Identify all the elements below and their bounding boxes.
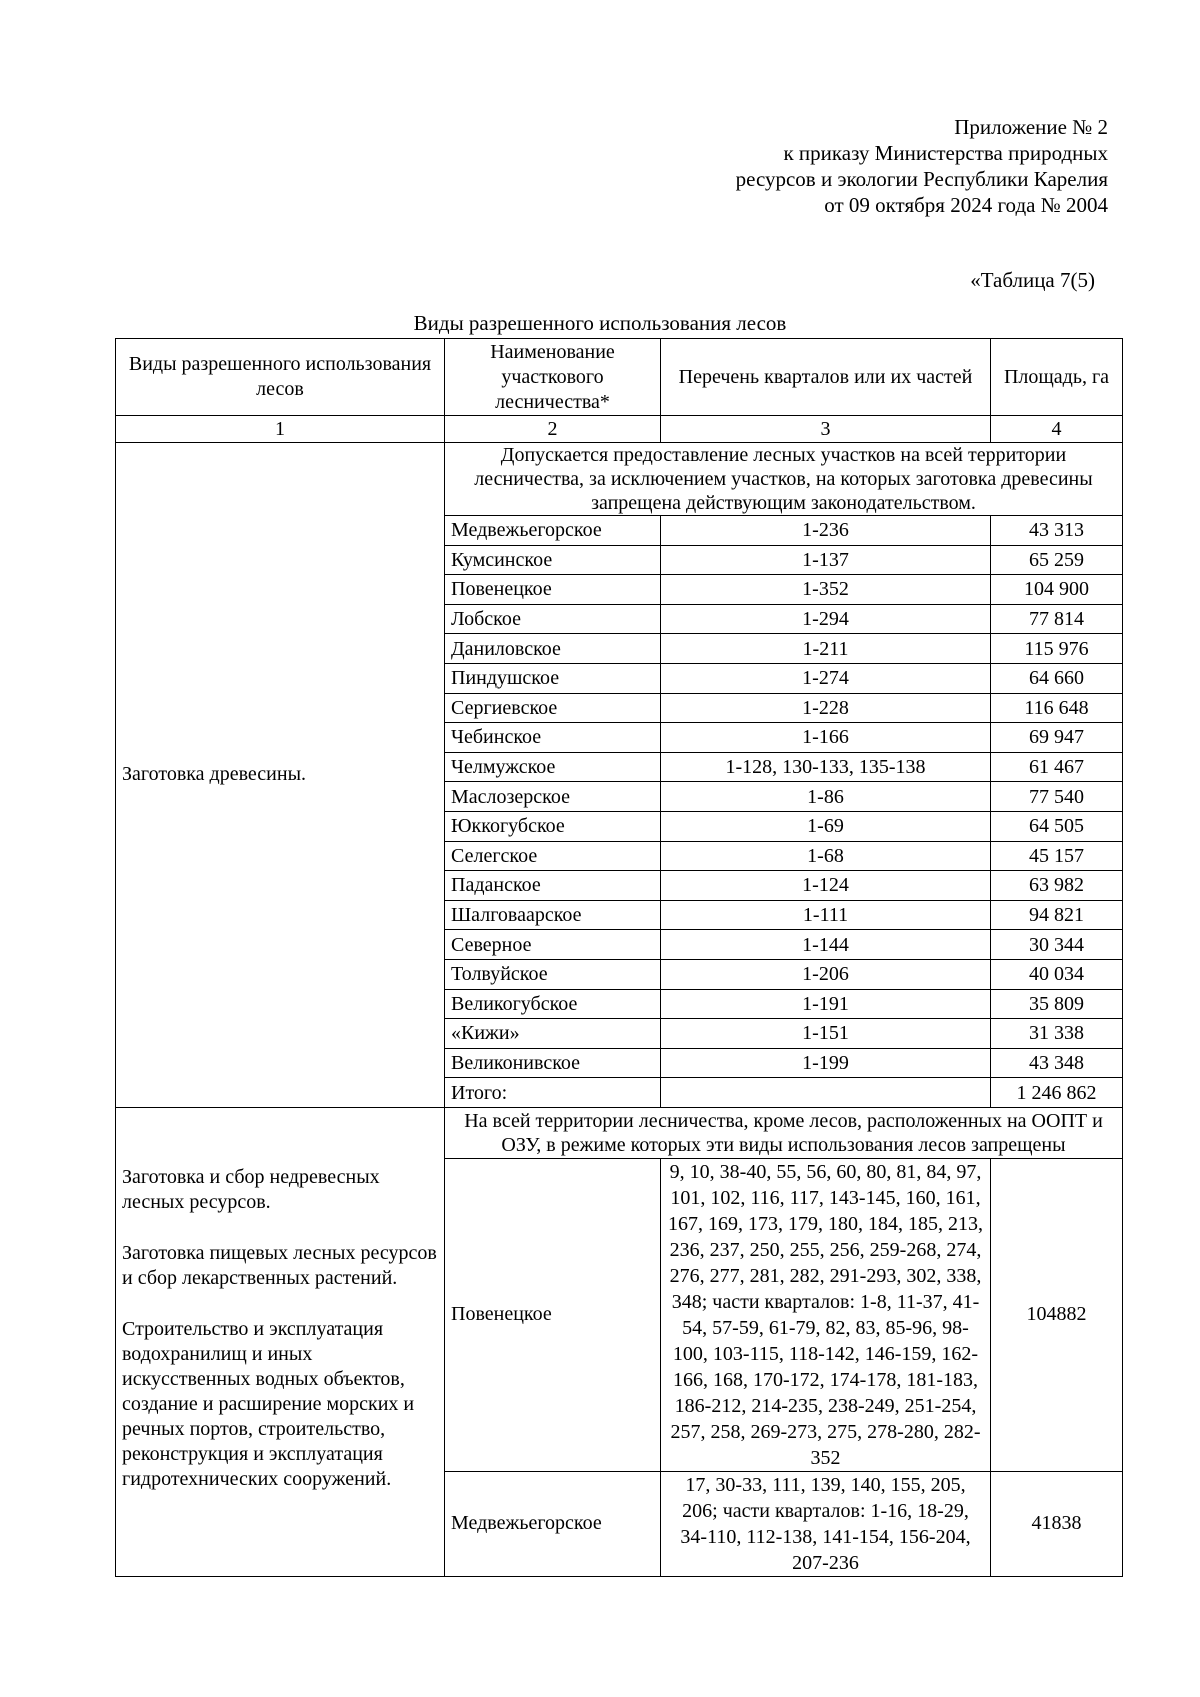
section2-uses [116,1107,445,1576]
quarters: 1-294 [661,604,991,634]
quarters: 1-236 [661,516,991,546]
appendix-line: Приложение № 2 [954,115,1108,139]
area: 77 814 [991,604,1123,634]
area: 65 259 [991,545,1123,575]
appendix-line: от 09 октября 2024 года № 2004 [824,193,1108,217]
area: 45 157 [991,841,1123,871]
forestry-name: Медвежьегорское [445,1471,661,1576]
area: 116 648 [991,693,1123,723]
column-number: 4 [991,416,1123,443]
forestry-name: Великонивское [445,1048,661,1078]
area: 64 505 [991,811,1123,841]
forestry-name: Повенецкое [445,575,661,605]
quarters: 1-68 [661,841,991,871]
header-area: Площадь, га [991,339,1123,416]
quarters: 1-111 [661,900,991,930]
forest-use-table [115,338,1123,1577]
forestry-name: Лобское [445,604,661,634]
area: 31 338 [991,1019,1123,1049]
header-forestry-name: Наименование участкового лесничества* [445,339,661,416]
column-number: 2 [445,416,661,443]
header-use-types: Виды разрешенного использования лесов [116,339,445,416]
forestry-name: Кумсинское [445,545,661,575]
total-area: 1 246 862 [991,1078,1123,1108]
area: 69 947 [991,723,1123,753]
forestry-name: Сергиевское [445,693,661,723]
quarters: 1-166 [661,723,991,753]
forestry-name: Маслозерское [445,782,661,812]
table-label: «Таблица 7(5) [970,268,1095,292]
total-label: Итого: [445,1078,661,1108]
area: 43 348 [991,1048,1123,1078]
forestry-name: Повенецкое [445,1158,661,1471]
quarters: 1-128, 130-133, 135-138 [661,752,991,782]
section2-note-row [116,1107,1123,1158]
section2-note: На всей территории лесничества, кроме лесов, расположенных на ООПТ и ОЗУ, в режиме которых эти виды использования лесов запрещены [445,1107,1123,1158]
quarters: 1-151 [661,1019,991,1049]
section1-use: Заготовка древесины. [116,443,445,1108]
area: 104882 [991,1158,1123,1471]
area: 41838 [991,1471,1123,1576]
column-number-row [116,416,1123,443]
section1-note: Допускается предоставление лесных участков на всей территории лесничества, за исключением участков, на которых заготовка древесины запрещена действующим законодательством. [445,443,1123,516]
forestry-name: «Кижи» [445,1019,661,1049]
table-title: Виды разрешенного использования лесов [413,311,787,335]
use-paragraph: Строительство и эксплуатация водохранилищ и иных искусственных водных объектов, создание и расширение морских и речных портов, строительство, реконструкция и эксплуатация гидротехнических сооружений. [122,1318,415,1491]
quarters: 1-137 [661,545,991,575]
forestry-name: Медвежьегорское [445,516,661,546]
total-quarters [661,1078,991,1108]
forestry-name: Пиндушское [445,663,661,693]
forestry-name: Толвуйское [445,959,661,989]
forestry-name: Чебинское [445,723,661,753]
area: 104 900 [991,575,1123,605]
appendix-line: к приказу Министерства природных [783,141,1108,165]
appendix-line: ресурсов и экологии Республики Карелия [735,167,1108,191]
forestry-name: Селегское [445,841,661,871]
quarters: 9, 10, 38-40, 55, 56, 60, 80, 81, 84, 97, 101, 102, 116, 117, 143-145, 160, 161, 167, 169, 173, 179, 180, 184, 185, 213, 236, 237, 250, 255, 256, 259-268, 274, 276, 277, 281, 282, 291-293, 302, 338, 348; части кварталов: 1-8, 11-37, 41-54, 57-59, 61-79, 82, 83, 85-96, 98-100, 103-115, 118-142, 146-159, 162-166, 168, 170-172, 174-178, 181-183, 186-212, 214-235, 238-249, 251-254, 257, 258, 269-273, 275, 278-280, 282-352 [661,1158,991,1471]
area: 30 344 [991,930,1123,960]
quarters: 1-274 [661,663,991,693]
quarters: 1-86 [661,782,991,812]
column-number: 3 [661,416,991,443]
section1-note-row [116,443,1123,516]
area: 64 660 [991,663,1123,693]
forestry-name: Северное [445,930,661,960]
area: 77 540 [991,782,1123,812]
quarters: 1-191 [661,989,991,1019]
forestry-name: Паданское [445,871,661,901]
area: 63 982 [991,871,1123,901]
use-paragraph: Заготовка пищевых лесных ресурсов и сбор лекарственных растений. [122,1242,437,1290]
forestry-name: Юккогубское [445,811,661,841]
area: 115 976 [991,634,1123,664]
quarters: 1-228 [661,693,991,723]
quarters: 1-199 [661,1048,991,1078]
use-paragraph: Заготовка и сбор недревесных лесных ресурсов. [122,1166,380,1214]
area: 35 809 [991,989,1123,1019]
quarters: 1-211 [661,634,991,664]
header-quarters: Перечень кварталов или их частей [661,339,991,416]
area: 43 313 [991,516,1123,546]
area: 61 467 [991,752,1123,782]
area: 40 034 [991,959,1123,989]
area: 94 821 [991,900,1123,930]
quarters: 1-144 [661,930,991,960]
column-number: 1 [116,416,445,443]
appendix-header [736,114,1108,218]
quarters: 17, 30-33, 111, 139, 140, 155, 205, 206; части кварталов: 1-16, 18-29, 34-110, 112-138, 141-154, 156-204, 207-236 [661,1471,991,1576]
forestry-name: Даниловское [445,634,661,664]
header-row [116,339,1123,416]
forestry-name: Челмужское [445,752,661,782]
quarters: 1-206 [661,959,991,989]
quarters: 1-124 [661,871,991,901]
forestry-name: Шалговаарское [445,900,661,930]
quarters: 1-352 [661,575,991,605]
forestry-name: Великогубское [445,989,661,1019]
quarters: 1-69 [661,811,991,841]
